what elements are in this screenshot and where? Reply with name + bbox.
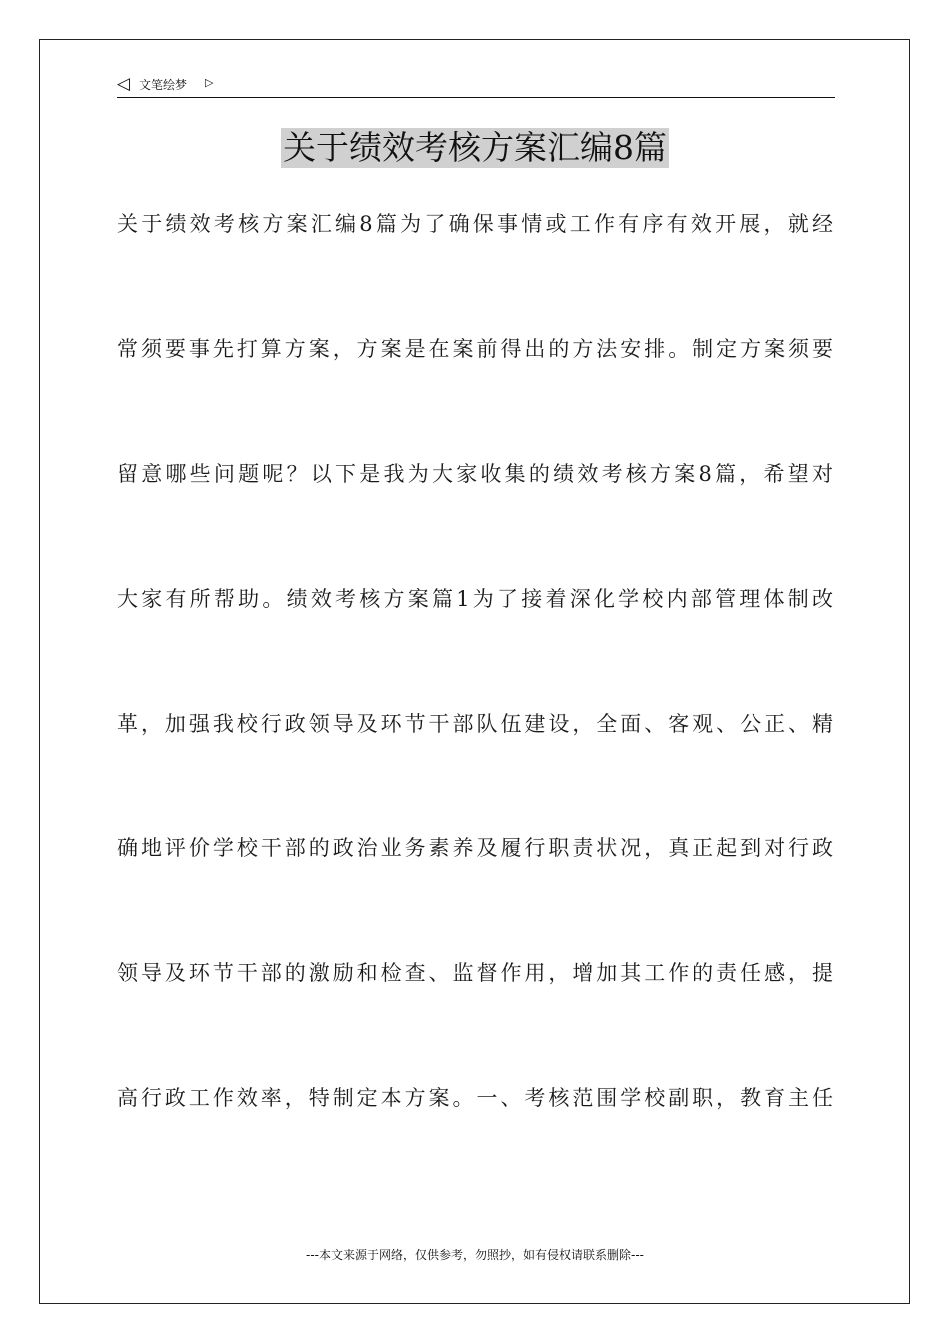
body-line: 革，加强我校行政领导及环节干部队伍建设，全面、客观、公正、精 <box>117 712 835 736</box>
page-header <box>117 75 835 98</box>
body-line: 常须要事先打算方案，方案是在案前得出的方法安排。制定方案须要 <box>117 337 835 361</box>
body-line: 高行政工作效率，特制定本方案。一、考核范围学校副职，教育主任 <box>117 1086 835 1110</box>
triangle-left-icon: ◁ <box>117 74 131 94</box>
body-line: 留意哪些问题呢？以下是我为大家收集的绩效考核方案8篇，希望对 <box>117 462 835 486</box>
body-line: 领导及环节干部的激励和检查、监督作用，增加其工作的责任感，提 <box>117 961 835 985</box>
footer-notice: ---本文来源于网络，仅供参考，勿照抄，如有侵权请联系删除--- <box>306 1248 644 1262</box>
body-line: 大家有所帮助。绩效考核方案篇1为了接着深化学校内部管理体制改 <box>117 587 835 611</box>
document-title: 关于绩效考核方案汇编8篇 <box>283 128 667 167</box>
body-line: 关于绩效考核方案汇编8篇为了确保事情或工作有序有效开展，就经 <box>117 212 835 236</box>
body-line: 确地评价学校干部的政治业务素养及履行职责状况，真正起到对行政 <box>117 836 835 860</box>
triangle-right-icon: ▷ <box>205 76 214 89</box>
header-label: 文笔绘梦 <box>139 78 188 92</box>
title-container <box>0 128 950 168</box>
